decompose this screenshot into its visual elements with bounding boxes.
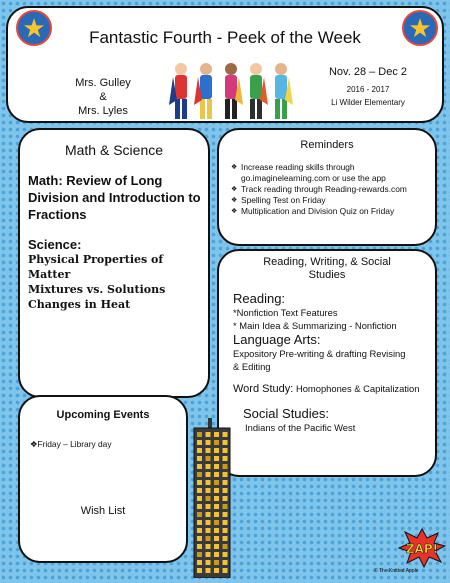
building-window [197,488,202,493]
building-window [206,448,211,453]
building-window [223,496,228,501]
building-window [214,568,219,573]
building-window [206,520,211,525]
building-window [206,568,211,573]
building-window [223,448,228,453]
building-window [197,504,202,509]
event-item: ❖Friday – Library day [30,439,112,449]
building-window [214,464,219,469]
building-window [214,528,219,533]
reading-writing-content [233,291,438,434]
superheroes-illustration [168,60,298,127]
reading-item: *Nonfiction Text Features [233,307,338,318]
building-window [214,560,219,565]
building-window [214,456,219,461]
building-window [223,544,228,549]
building-window [206,440,211,445]
building-window [197,544,202,549]
building-window [197,512,202,517]
building-window [214,504,219,509]
building-window [223,472,228,477]
reading-writing-panel [217,249,437,477]
zap-burst-icon [398,528,446,573]
building-window [197,552,202,557]
word-study [233,382,438,396]
school-name: Li Wilder Elementary [331,98,405,107]
building-window [206,496,211,501]
building-window [214,448,219,453]
building-window [223,552,228,557]
building-window [206,552,211,557]
building-window [206,480,211,485]
building-window [197,456,202,461]
building-window [223,480,228,485]
teacher-names: Mrs. Gulley & Mrs. Lyles [75,77,131,117]
reading-item: * Main Idea & Summarizing - Nonfiction [233,320,397,331]
building-window [223,528,228,533]
building-window [223,512,228,517]
science-item: Changes in Heat [28,298,131,311]
building-window [214,496,219,501]
reminder-item: ❖ Increase reading skills through go.imaginelearning.com or use the app [231,162,436,184]
building-window [206,432,211,437]
language-arts-label: Language Arts: [233,332,321,347]
building-window [206,464,211,469]
math-science-panel [18,128,210,398]
science-item: Physical Properties of Matter [28,253,164,281]
reminders-panel [217,128,437,246]
building-window [214,472,219,477]
upcoming-events-panel [18,395,188,563]
building-window [223,440,228,445]
building-window [223,504,228,509]
building-window [197,440,202,445]
building-window [214,488,219,493]
building-window [223,432,228,437]
upcoming-events-title: Upcoming Events [56,409,150,421]
building-window [206,488,211,493]
math-science-content [28,172,208,312]
building-window [197,432,202,437]
copyright-credit: © The Knitted Apple [374,568,419,574]
building-window [223,456,228,461]
school-year: 2016 - 2017 [346,85,390,94]
reading-label: Reading: [233,291,286,306]
building-window [223,536,228,541]
language-arts-text: Expository Pre-writing & drafting Revising & Editing [233,348,406,372]
wish-list-label: Wish List [80,505,126,517]
header-panel [6,6,444,123]
building-window [197,520,202,525]
math-topic: Math: Review of Long Division and Introduction to Fractions [28,173,201,222]
star-badge-icon: ★ [402,10,438,46]
reminder-item: ❖ Multiplication and Division Quiz on Friday [231,206,436,217]
building-window [206,504,211,509]
skyscraper-illustration [188,418,236,583]
building-window [206,544,211,549]
building-window [214,480,219,485]
building-window [197,560,202,565]
building-window [206,456,211,461]
star-badge-icon: ★ [16,10,52,46]
word-study-text: Homophones & Capitalization [295,383,420,394]
building-window [214,432,219,437]
building-window [197,536,202,541]
building-window [223,520,228,525]
science-item: Mixtures vs. Solutions [28,283,166,296]
building-window [223,568,228,573]
reminders-list [231,162,436,217]
page-title: Fantastic Fourth - Peek of the Week [89,28,361,47]
building-window [197,464,202,469]
reminder-item: ❖ Spelling Test on Friday [231,195,436,206]
building-window [214,440,219,445]
building-window [206,560,211,565]
building-window [214,552,219,557]
building-window [214,544,219,549]
building-window [223,464,228,469]
building-window [214,512,219,517]
reminders-title: Reminders [300,139,354,151]
building-window [197,448,202,453]
word-study-label: Word Study: [233,383,294,395]
social-studies-text: Indians of the Pacific West [245,422,356,433]
reminder-item: ❖ Track reading through Reading-rewards.com [231,184,436,195]
building-window [214,536,219,541]
building-window [206,528,211,533]
date-block [308,66,428,107]
reading-writing-title: Reading, Writing, & Social Studies [263,256,391,281]
building-window [197,480,202,485]
math-science-title: Math & Science [64,142,164,158]
building-window [197,496,202,501]
building-window [223,560,228,565]
zap-text: ZAP! [405,542,439,556]
building-window [197,568,202,573]
building-window [206,536,211,541]
building-window [206,472,211,477]
building-window [197,528,202,533]
building-window [214,520,219,525]
social-studies-label: Social Studies: [243,406,329,421]
week-dates: Nov. 28 – Dec 2 [328,66,408,78]
building-window [206,512,211,517]
science-label: Science: [28,237,82,252]
building-window [197,472,202,477]
building-window [223,488,228,493]
